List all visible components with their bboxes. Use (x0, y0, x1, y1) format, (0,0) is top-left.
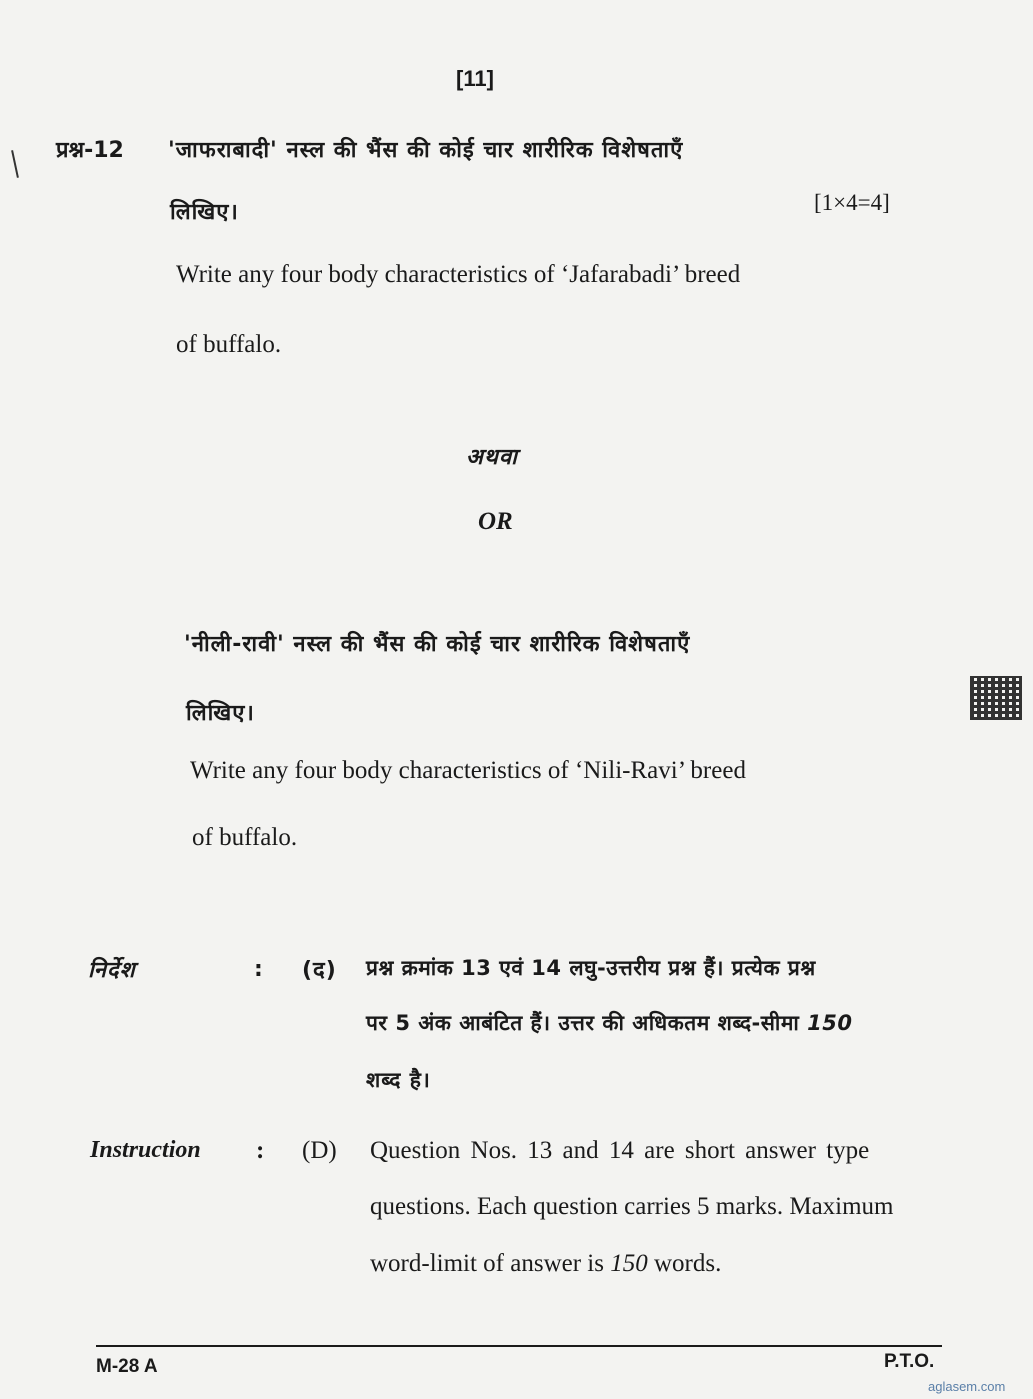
instruction-hindi-marker: (द) (302, 958, 337, 983)
instruction-english-label: Instruction (90, 1137, 201, 1163)
instruction-hindi-line2: पर 5 अंक आबंटित हैं। उत्तर की अधिकतम शब्द-सीमा 150 (366, 1011, 853, 1035)
alt-english-line1: Write any four body characteristics of ‘Nili-Ravi’ breed (190, 757, 746, 784)
page-number: [11] (456, 66, 494, 91)
or-hindi: अथवा (466, 445, 518, 470)
footer-rule (96, 1345, 942, 1347)
watermark: aglasem.com (928, 1379, 1006, 1394)
paper-code: M-28 A (96, 1356, 158, 1377)
question-label: प्रश्न-12 (56, 138, 124, 163)
question-hindi-line1: 'जाफराबादी' नस्ल की भैंस की कोई चार शारीरिक विशेषताएँ (168, 138, 684, 163)
pto-label: P.T.O. (884, 1351, 935, 1372)
instruction-english-colon: : (256, 1137, 265, 1164)
question-hindi-line2: लिखिए। (170, 200, 239, 225)
or-english: OR (478, 508, 513, 535)
instruction-hindi-colon: : (254, 957, 264, 982)
instruction-hindi-line3: शब्द है। (366, 1068, 431, 1092)
instruction-english-line1: Question Nos. 13 and 14 are short answer type (370, 1137, 870, 1164)
scan-mark (11, 150, 19, 178)
alt-english-line2: of buffalo. (192, 824, 298, 851)
instruction-english-line3: word-limit of answer is 150 words. (370, 1250, 722, 1277)
instruction-english-line2: questions. Each question carries 5 marks. Maximum (370, 1193, 894, 1220)
qr-code (970, 676, 1022, 720)
marks-allotment: [1×4=4] (814, 190, 890, 215)
alt-hindi-line2: लिखिए। (186, 701, 255, 726)
instruction-hindi-label: निर्देश (88, 958, 136, 983)
instruction-hindi-line1: प्रश्न क्रमांक 13 एवं 14 लघु-उत्तरीय प्रश्न हैं। प्रत्येक प्रश्न (366, 956, 816, 980)
question-english-line2: of buffalo. (176, 331, 282, 358)
instruction-english-marker: (D) (302, 1137, 337, 1164)
question-english-line1: Write any four body characteristics of ‘Jafarabadi’ breed (176, 261, 741, 288)
alt-hindi-line1: 'नीली-रावी' नस्ल की भैंस की कोई चार शारीरिक विशेषताएँ (184, 632, 691, 657)
